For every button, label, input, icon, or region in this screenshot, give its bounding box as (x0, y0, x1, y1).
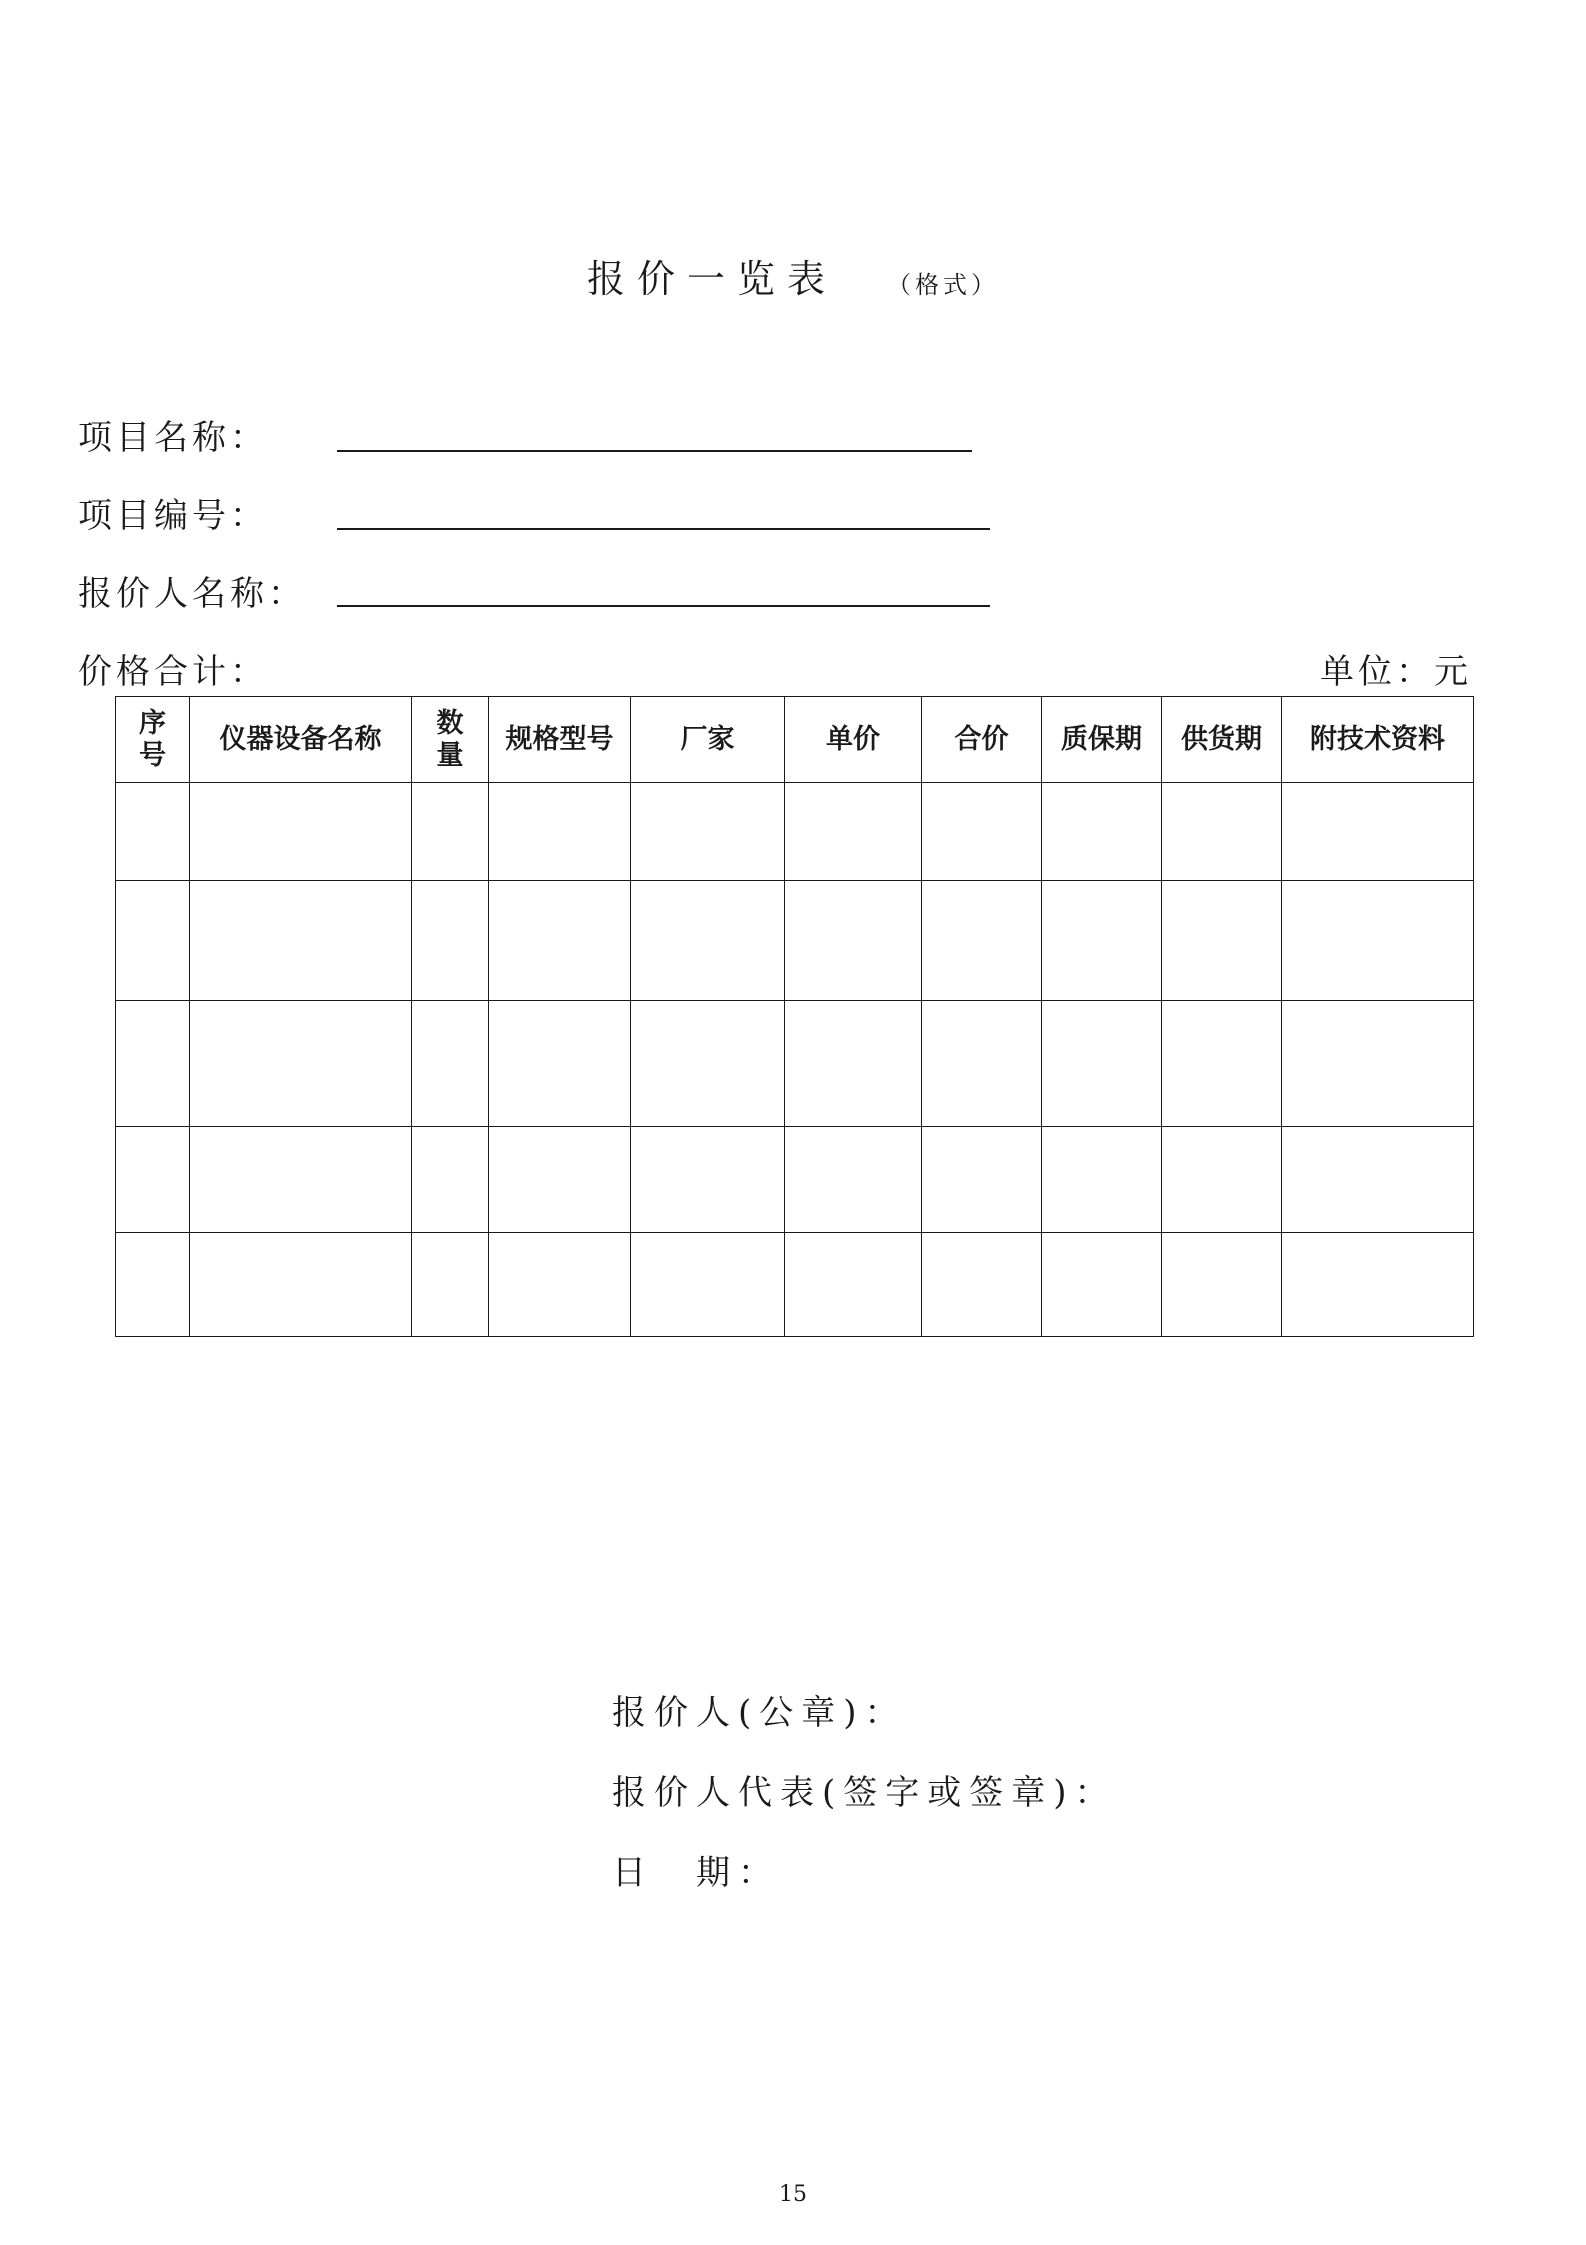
table-cell[interactable] (190, 881, 412, 1001)
table-cell[interactable] (489, 1233, 631, 1337)
table-cell[interactable] (412, 1233, 489, 1337)
table-cell[interactable] (190, 1001, 412, 1127)
table-cell[interactable] (116, 881, 190, 1001)
price-total-label: 价格合计： (78, 652, 268, 692)
table-cell[interactable] (922, 881, 1042, 1001)
table-cell[interactable] (1282, 783, 1474, 881)
table-cell[interactable] (785, 881, 922, 1001)
table-row (116, 881, 1474, 1001)
header-tech-docs: 附技术资料 (1282, 697, 1474, 783)
table-cell[interactable] (1042, 1233, 1162, 1337)
table-row (116, 783, 1474, 881)
table-cell[interactable] (116, 1001, 190, 1127)
table-cell[interactable] (489, 1001, 631, 1127)
table-cell[interactable] (489, 881, 631, 1001)
table-cell[interactable] (922, 1127, 1042, 1233)
table-cell[interactable] (1162, 881, 1282, 1001)
title-subtitle: （格式） (887, 271, 999, 299)
table-cell[interactable] (412, 783, 489, 881)
header-manufacturer: 厂家 (631, 697, 785, 783)
header-delivery: 供货期 (1162, 697, 1282, 783)
table-cell[interactable] (1162, 1127, 1282, 1233)
quote-table (115, 696, 1474, 1337)
table-cell[interactable] (489, 1127, 631, 1233)
table-cell[interactable] (1162, 1001, 1282, 1127)
table-cell[interactable] (1042, 1127, 1162, 1233)
project-name-label: 项目名称： (78, 418, 268, 458)
page-number: 15 (779, 2182, 807, 2207)
table-cell[interactable] (116, 1127, 190, 1233)
table-cell[interactable] (631, 783, 785, 881)
table-cell[interactable] (922, 1233, 1042, 1337)
title-text: 报价一览表 (586, 257, 837, 301)
table-cell[interactable] (190, 1127, 412, 1233)
header-unit-price: 单价 (785, 697, 922, 783)
table-cell[interactable] (631, 1001, 785, 1127)
header-model: 规格型号 (489, 697, 631, 783)
table-cell[interactable] (190, 1233, 412, 1337)
table-row (116, 1127, 1474, 1233)
table-cell[interactable] (116, 783, 190, 881)
table-cell[interactable] (1042, 881, 1162, 1001)
table-cell[interactable] (1042, 783, 1162, 881)
unit-label: 单位：元 (1320, 652, 1472, 692)
representative-label: 报价人代表(签字或签章)： (612, 1773, 1117, 1813)
table-cell[interactable] (412, 1127, 489, 1233)
table-cell[interactable] (631, 881, 785, 1001)
table-cell[interactable] (489, 783, 631, 881)
table-cell[interactable] (785, 1233, 922, 1337)
table-cell[interactable] (412, 881, 489, 1001)
header-serial: 序号 (116, 697, 190, 783)
table-cell[interactable] (1282, 881, 1474, 1001)
table-cell[interactable] (116, 1233, 190, 1337)
table-cell[interactable] (785, 1127, 922, 1233)
project-number-line (337, 528, 990, 530)
project-name-line (337, 450, 972, 452)
header-warranty: 质保期 (1042, 697, 1162, 783)
table-cell[interactable] (412, 1001, 489, 1127)
document-title (0, 248, 1586, 303)
table-cell[interactable] (785, 783, 922, 881)
header-equipment-name: 仪器设备名称 (190, 697, 412, 783)
table-row (116, 1001, 1474, 1127)
table-cell[interactable] (631, 1233, 785, 1337)
table-cell[interactable] (190, 783, 412, 881)
bidder-name-line (337, 605, 990, 607)
table-cell[interactable] (922, 783, 1042, 881)
date-label: 日 期： (612, 1853, 780, 1893)
table-cell[interactable] (1162, 783, 1282, 881)
table-cell[interactable] (631, 1127, 785, 1233)
table-cell[interactable] (1282, 1127, 1474, 1233)
table-cell[interactable] (1162, 1233, 1282, 1337)
seal-label: 报价人(公章)： (612, 1693, 907, 1733)
header-total-price: 合价 (922, 697, 1042, 783)
table-row (116, 1233, 1474, 1337)
table-cell[interactable] (1042, 1001, 1162, 1127)
bidder-name-label: 报价人名称： (78, 574, 306, 614)
table-cell[interactable] (1282, 1233, 1474, 1337)
table-cell[interactable] (785, 1001, 922, 1127)
table-cell[interactable] (922, 1001, 1042, 1127)
table-cell[interactable] (1282, 1001, 1474, 1127)
project-number-label: 项目编号： (78, 496, 268, 536)
table-header-row (116, 697, 1474, 783)
header-quantity: 数量 (412, 697, 489, 783)
